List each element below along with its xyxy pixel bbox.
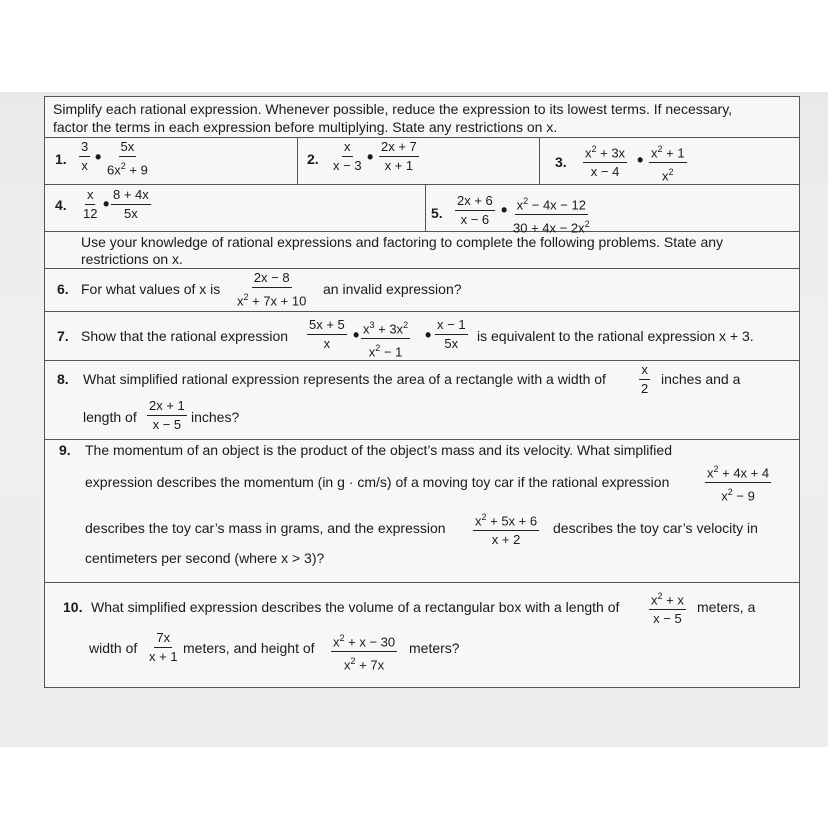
term: + 5x + 6 bbox=[486, 513, 538, 529]
term: x bbox=[651, 592, 658, 608]
exponent: 2 bbox=[481, 512, 487, 522]
term: x bbox=[344, 657, 351, 673]
fraction bbox=[79, 140, 90, 173]
term: 30 + 4x − 2x bbox=[513, 220, 585, 236]
term: + x bbox=[662, 592, 684, 608]
question-text: meters? bbox=[409, 640, 460, 656]
question-number: 9. bbox=[59, 442, 71, 458]
fraction bbox=[147, 399, 187, 432]
exponent: 2 bbox=[657, 591, 663, 601]
exponent: 2 bbox=[350, 656, 356, 667]
question-text: centimeters per second (where x > 3)? bbox=[85, 550, 325, 566]
term: x bbox=[585, 145, 592, 161]
numerator: 8 + 4x bbox=[111, 188, 151, 205]
question-number: 8. bbox=[57, 371, 69, 387]
numerator: 2x − 8 bbox=[252, 271, 292, 288]
denominator: x + 1 bbox=[149, 649, 178, 664]
denominator: 12 bbox=[83, 206, 98, 221]
question-7 bbox=[45, 312, 799, 361]
exponent: 2 bbox=[339, 633, 345, 643]
section-2-line-1: Use your knowledge of rational expressions and factoring to complete the following problems. State any bbox=[81, 234, 724, 250]
term: x bbox=[707, 465, 714, 481]
denominator bbox=[342, 652, 386, 672]
exponent: 2 bbox=[523, 196, 529, 206]
question-text: What simplified expression describes the volume of a rectangular box with a length of bbox=[91, 599, 620, 615]
term: x bbox=[363, 321, 370, 337]
term: − 1 bbox=[380, 344, 403, 360]
denominator: x bbox=[323, 336, 331, 351]
fraction bbox=[455, 194, 495, 227]
fraction bbox=[235, 271, 308, 308]
section-2-line-2: restrictions on x. bbox=[81, 251, 183, 267]
fraction bbox=[331, 140, 364, 173]
exponent: 2 bbox=[727, 487, 733, 498]
term: + 4x + 4 bbox=[718, 465, 770, 481]
term: + 7x bbox=[355, 657, 385, 673]
question-text: inches and a bbox=[661, 371, 741, 387]
question-text: describes the toy car’s velocity in bbox=[553, 520, 758, 536]
numerator: 2x + 7 bbox=[379, 140, 419, 157]
numerator: x bbox=[342, 140, 353, 157]
fraction bbox=[639, 363, 650, 396]
numerator: x bbox=[85, 188, 96, 205]
denominator bbox=[660, 163, 676, 183]
fraction bbox=[361, 318, 410, 360]
fraction bbox=[705, 462, 771, 504]
term: x bbox=[721, 488, 728, 504]
numerator: x − 1 bbox=[435, 318, 468, 335]
fraction bbox=[583, 142, 627, 179]
numerator: 2x + 1 bbox=[147, 399, 187, 416]
fraction bbox=[147, 631, 180, 664]
multiply-dot: • bbox=[425, 325, 432, 345]
term: + 9 bbox=[125, 162, 148, 178]
numerator bbox=[515, 194, 588, 215]
exponent: 2 bbox=[591, 144, 597, 154]
denominator: x − 5 bbox=[152, 417, 182, 432]
instructions-row bbox=[45, 97, 799, 138]
fraction bbox=[473, 510, 539, 547]
question-8 bbox=[45, 361, 799, 440]
question-text: expression describes the momentum (in g · cm/s) of a moving toy car if the rational expression bbox=[85, 474, 670, 490]
denominator: x − 3 bbox=[333, 158, 362, 173]
question-text: inches? bbox=[191, 409, 240, 425]
problems-row-2 bbox=[45, 185, 799, 236]
instructions-line-1: Simplify each rational expression. Whenever possible, reduce the expression to its lowest terms. If necessary, bbox=[53, 101, 733, 117]
question-number: 6. bbox=[57, 281, 69, 297]
question-9 bbox=[45, 440, 799, 583]
term: − 4x − 12 bbox=[528, 197, 586, 213]
problem-number: 5. bbox=[431, 205, 443, 221]
term: + 7x + 10 bbox=[248, 293, 307, 309]
exponent: 2 bbox=[375, 343, 381, 354]
exponent: 2 bbox=[657, 144, 663, 154]
fraction bbox=[307, 318, 347, 351]
term: + x − 30 bbox=[344, 634, 396, 650]
multiply-dot: • bbox=[637, 150, 644, 170]
question-text: The momentum of an object is the product of the object’s mass and its velocity. What simplified bbox=[85, 442, 672, 458]
question-6 bbox=[45, 269, 799, 312]
fraction bbox=[435, 318, 468, 351]
denominator: x − 6 bbox=[460, 212, 490, 227]
question-text: length of bbox=[83, 409, 137, 425]
numerator: 2x + 6 bbox=[455, 194, 495, 211]
multiply-dot: • bbox=[367, 147, 374, 167]
multiply-dot: • bbox=[501, 200, 508, 220]
term: − 9 bbox=[732, 488, 755, 504]
exponent: 2 bbox=[713, 464, 719, 474]
term: x bbox=[368, 344, 376, 360]
numerator bbox=[705, 462, 771, 483]
fraction bbox=[81, 188, 99, 221]
question-text: Show that the rational expression bbox=[81, 328, 289, 344]
multiply-dot: • bbox=[95, 147, 102, 167]
cell-divider bbox=[539, 138, 540, 184]
numerator: 5x + 5 bbox=[307, 318, 347, 335]
term: x bbox=[475, 513, 482, 529]
question-text: meters, and height of bbox=[183, 640, 315, 656]
numerator bbox=[649, 142, 687, 163]
term: x bbox=[333, 634, 340, 650]
multiply-dot: • bbox=[353, 325, 360, 345]
exponent: 2 bbox=[584, 219, 590, 230]
term: 6x bbox=[107, 162, 121, 178]
question-text: meters, a bbox=[697, 599, 756, 615]
question-10 bbox=[45, 583, 799, 687]
denominator bbox=[235, 288, 308, 308]
exponent: 2 bbox=[243, 292, 249, 302]
denominator: x − 5 bbox=[653, 611, 682, 627]
term: + 3x bbox=[596, 145, 626, 161]
numerator: 5x bbox=[119, 140, 137, 157]
numerator bbox=[473, 510, 539, 531]
denominator: 5x bbox=[124, 206, 138, 221]
instructions-line-2: factor the terms in each expression before multiplying. State any restrictions on x. bbox=[53, 119, 558, 135]
exponent: 2 bbox=[403, 320, 409, 330]
numerator bbox=[331, 631, 397, 652]
fraction bbox=[111, 188, 151, 221]
fraction bbox=[379, 140, 419, 173]
question-text: describes the toy car’s mass in grams, and the expression bbox=[85, 520, 446, 536]
question-number: 7. bbox=[57, 328, 69, 344]
multiply-dot: • bbox=[103, 194, 110, 214]
denominator: 5x bbox=[444, 336, 459, 351]
question-number: 10. bbox=[63, 599, 83, 615]
problem-number: 3. bbox=[555, 154, 567, 170]
numerator bbox=[649, 589, 686, 610]
denominator bbox=[105, 157, 150, 177]
problems-row-1 bbox=[45, 138, 799, 185]
denominator: x + 2 bbox=[491, 532, 521, 548]
term: x bbox=[662, 168, 669, 184]
term: + 3x bbox=[374, 321, 404, 337]
fraction bbox=[105, 140, 150, 177]
problem-number: 1. bbox=[55, 151, 67, 167]
fraction bbox=[649, 589, 686, 626]
numerator: 7x bbox=[154, 631, 172, 648]
exponent: 2 bbox=[120, 161, 126, 171]
fraction bbox=[511, 194, 592, 236]
fraction bbox=[331, 631, 397, 673]
problem-number: 4. bbox=[55, 197, 67, 213]
term: + 1 bbox=[662, 145, 685, 161]
denominator: 2 bbox=[641, 381, 649, 396]
term: x bbox=[651, 145, 658, 161]
denominator bbox=[719, 483, 757, 503]
question-text: an invalid expression? bbox=[323, 281, 462, 297]
numerator bbox=[583, 142, 627, 163]
fraction bbox=[649, 142, 687, 184]
question-text: What simplified rational expression represents the area of a rectangle with a width of bbox=[83, 371, 606, 387]
numerator bbox=[361, 318, 410, 339]
cell-divider bbox=[297, 138, 298, 184]
problem-number: 2. bbox=[307, 151, 319, 167]
worksheet bbox=[44, 96, 800, 688]
exponent: 2 bbox=[668, 167, 674, 178]
denominator: x + 1 bbox=[384, 158, 414, 173]
question-text: For what values of x is bbox=[81, 281, 221, 297]
numerator: 3 bbox=[79, 140, 90, 157]
section-2-instructions bbox=[45, 232, 799, 269]
numerator: x bbox=[639, 363, 650, 380]
exponent: 3 bbox=[369, 320, 375, 330]
denominator: x bbox=[81, 158, 88, 173]
term: x bbox=[237, 293, 244, 309]
denominator: x − 4 bbox=[590, 164, 620, 180]
denominator bbox=[367, 339, 405, 359]
question-text: width of bbox=[89, 640, 138, 656]
question-text: is equivalent to the rational expression x + 3. bbox=[477, 328, 754, 344]
cell-divider bbox=[425, 185, 426, 231]
term: x bbox=[516, 197, 524, 213]
